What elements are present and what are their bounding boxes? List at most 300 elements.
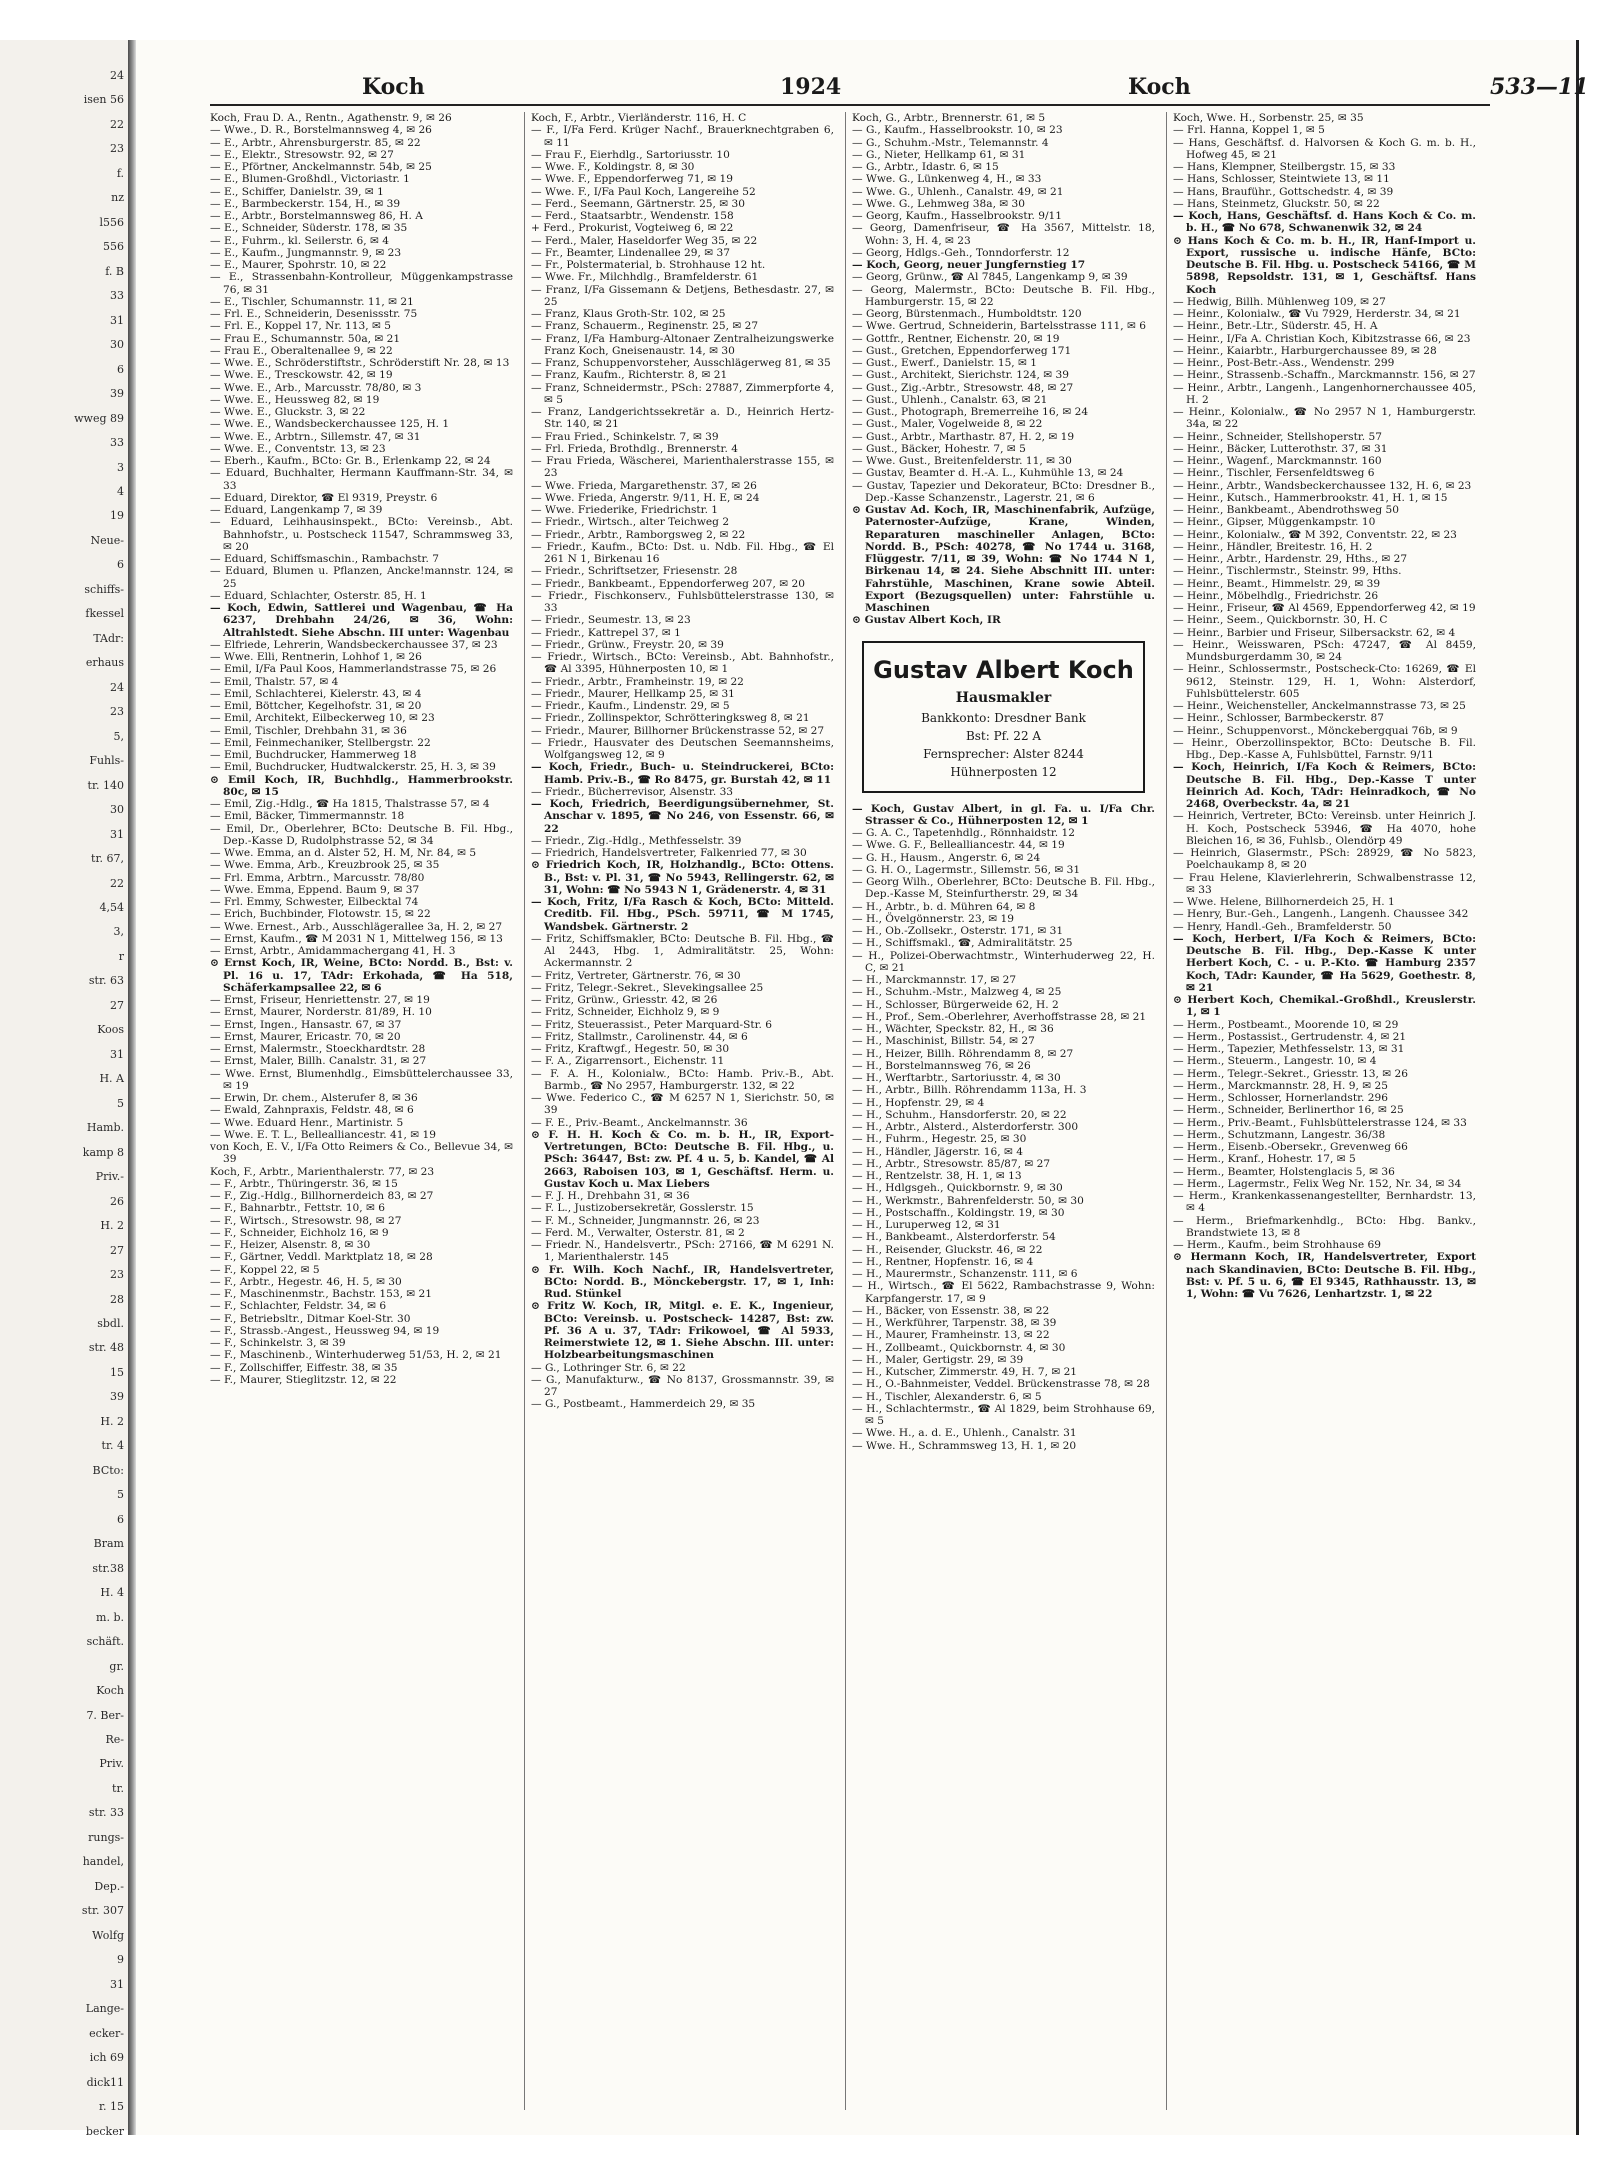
left-page-fragment: 5 (117, 1488, 124, 1501)
directory-entry: — H., Ob.-Zollsekr., Osterstr. 171, ✉ 31 (852, 925, 1064, 937)
directory-entry: — Wwe. E., Tresckowstr. 42, ✉ 19 (210, 369, 393, 382)
left-page-fragment: 23 (110, 142, 124, 155)
directory-entry: — Emil, Architekt, Eilbeckerweg 10, ✉ 23 (210, 712, 435, 725)
directory-entry: — F., Heizer, Alsenstr. 8, ✉ 30 (210, 1239, 371, 1251)
directory-entry: — Wwe. H., a. d. E., Uhlenh., Canalstr. 31 (852, 1427, 1077, 1440)
directory-entry: — H., Marckmannstr. 17, ✉ 27 (852, 974, 1017, 986)
directory-entry: — H., Borstelmannsweg 76, ✉ 26 (852, 1059, 1031, 1072)
ad-role: Hausmakler (955, 689, 1052, 706)
directory-entry: — Wwe. Ernst, Blumenhdlg., Eimsbüttelerchaussee 33, ✉ 19 (210, 1067, 513, 1092)
directory-entry: — F., Schinkelstr. 3, ✉ 39 (210, 1337, 346, 1349)
directory-entry: — F., Arbtr., Thüringerstr. 36, ✉ 15 (210, 1177, 398, 1190)
directory-entry: — Ferd. M., Verwalter, Osterstr. 81, ✉ 2 (531, 1226, 745, 1239)
directory-entry: — Gust., Photograph, Bremerreihe 16, ✉ 24 (852, 406, 1089, 418)
directory-entry: — H., Maurermstr., Schanzenstr. 111, ✉ 6 (852, 1268, 1078, 1280)
directory-entry: — G., Nieter, Hellkamp 61, ✉ 31 (852, 148, 1026, 161)
directory-entry: — Friedr., Bücherrevisor, Alsenstr. 33 (531, 785, 734, 798)
directory-entry: — Emil, Bäcker, Timmermannstr. 18 (210, 810, 405, 823)
directory-entry: — Wwe. G., Lünkenweg 4, H., ✉ 33 (852, 173, 1042, 186)
directory-entry: — E., Elektr., Stresowstr. 92, ✉ 27 (210, 148, 394, 161)
left-page-fragment: schäft. (86, 1635, 124, 1648)
left-page-fragment: 23 (110, 1268, 124, 1281)
directory-entry: — G., Postbeamt., Hammerdeich 29, ✉ 35 (531, 1398, 756, 1411)
directory-entry: — H., Postschaffn., Koldingstr. 19, ✉ 30 (852, 1206, 1065, 1219)
directory-entry: — H., Tischler, Alexanderstr. 6, ✉ 5 (852, 1390, 1042, 1403)
directory-entry: — H., Polizei-Oberwachtmstr., Winterhuderweg 22, H. C, ✉ 21 (852, 949, 1155, 974)
directory-entry: — Fr., Polstermaterial, b. Strohhause 12 ht. (531, 259, 766, 271)
directory-entry: — Heinr., Wagenf., Marckmannstr. 160 (1173, 455, 1382, 467)
left-page-fragment: Hamb. (86, 1121, 124, 1134)
directory-entry-highlighted: — Koch, Hans, Geschäftsf. d. Hans Koch & Co. m. b. H., ☎ No 678, Schwanenwik 32, ✉ 24 (1173, 210, 1476, 235)
directory-entry: — Frl. Emma, Arbtrn., Marcusstr. 78/80 (210, 871, 425, 884)
directory-entry: — Herm., Postbeamt., Moorende 10, ✉ 29 (1173, 1018, 1399, 1031)
directory-entry: — F., Maschinenmstr., Bachstr. 153, ✉ 21 (210, 1288, 433, 1300)
directory-entry: — Franz, Klaus Groth-Str. 102, ✉ 25 (531, 308, 726, 320)
directory-entry: — Frl. Hanna, Koppel 1, ✉ 5 (1173, 124, 1325, 137)
directory-entry: — Frau E., Oberaltenallee 9, ✉ 22 (210, 344, 393, 357)
left-page-fragment: BCto: (92, 1464, 124, 1477)
left-page-fragment: 6 (117, 1513, 124, 1526)
directory-entry-highlighted: ⊙ F. H. H. Koch & Co. m. b. H., IR, Export-Vertretungen, BCto: Deutsche B. Fil. Hbg., u. PSch: 36447, Bst: zw. Pf. 4 u. 5, b. Kandel, ☎ Al 2663, Raboisen 103, ✉ 1, Geschäftsf. Herm. u. Gustav Koch u. Max Liebers (531, 1128, 834, 1190)
directory-entry-highlighted: — Koch, Fritz, I/Fa Rasch & Koch, BCto: Mitteld. Creditb. Fil. Hbg., PSch. 59711, ☎ M 1745, Wandsbek. Gärtnerstr. 2 (531, 896, 834, 933)
directory-entry: — H., Werkmstr., Bahrenfelderstr. 50, ✉ 30 (852, 1194, 1084, 1207)
directory-entry: — H., Bankbeamt., Alsterdorferstr. 54 (852, 1231, 1056, 1244)
directory-entry: — Fritz, Schiffsmakler, BCto: Deutsche B. Fil. Hbg., ☎ Al 2443, Hbg. 1, Admiralitätstr. 25, Wohn: Ackermannstr. 2 (531, 932, 834, 970)
directory-entry: — E., Tischler, Schumannstr. 11, ✉ 21 (210, 295, 414, 308)
directory-entry: — Fr., Beamter, Lindenallee 29, ✉ 37 (531, 246, 730, 259)
directory-entry: — F., Zig.-Hdlg., Billhornerdeich 83, ✉ 27 (210, 1190, 434, 1202)
directory-entry: — E., Schiffer, Danielstr. 39, ✉ 1 (210, 185, 384, 198)
directory-entry: — Friedr., Wirtsch., BCto: Vereinsb., Abt. Bahnhofstr., ☎ Al 3395, Hühnerposten 10, ✉ 1 (531, 651, 834, 676)
directory-entry: — Herm., Schutzmann, Langestr. 36/38 (1173, 1128, 1386, 1141)
directory-entry: — Georg, Hdlgs.-Geh., Tonndorferstr. 12 (852, 246, 1070, 259)
column-divider (524, 112, 525, 2110)
directory-entry: — Ernst, Kaufm., ☎ M 2031 N 1, Mittelweg 156, ✉ 13 (210, 932, 503, 945)
directory-entry: — Heinr., Post-Betr.-Ass., Wendenstr. 299 (1173, 357, 1395, 369)
directory-entry: — Heinr., Bankbeamt., Abendrothsweg 50 (1173, 504, 1400, 516)
directory-entry: — Eduard, Buchhalter, Hermann Kauffmann-Str. 34, ✉ 33 (210, 467, 513, 492)
left-page-fragment: 31 (110, 1978, 124, 1991)
left-page-fragment: 3, (113, 925, 124, 938)
directory-entry: — Friedr., Maurer, Billhorner Brückenstrasse 52, ✉ 27 (531, 724, 825, 737)
left-page-fragment: Fuhls- (89, 754, 124, 767)
directory-entry: — Franz, Landgerichtssekretär a. D., Heinrich Hertz-Str. 140, ✉ 21 (531, 406, 834, 431)
directory-entry: — Heinr., Arbtr., Hardenstr. 29, Hths., ✉ 27 (1173, 553, 1408, 565)
directory-entry-highlighted: ⊙ Friedrich Koch, IR, Holzhandlg., BCto: Ottens. B., Bst: v. Pl. 31, ☎ No 5943, Rellingerstr. 62, ✉ 31, Wohn: ☎ No 5943 N 1, Grädenerstr. 4, ✉ 31 (531, 859, 834, 896)
directory-entry: Koch, F., Arbtr., Marienthalerstr. 77, ✉ 23 (210, 1165, 435, 1178)
directory-entry: — Heinr., Betr.-Ltr., Süderstr. 45, H. A (1173, 320, 1378, 333)
directory-entry: — Friedr., Zollinspektor, Schrötteringksweg 8, ✉ 21 (531, 712, 810, 725)
directory-entry: — Ewald, Zahnpraxis, Feldstr. 48, ✉ 6 (210, 1104, 414, 1117)
directory-entry: — Wwe. E., Conventstr. 13, ✉ 23 (210, 442, 386, 455)
directory-entry: — Herm., Beamter, Holstenglacis 5, ✉ 36 (1173, 1165, 1395, 1178)
directory-entry: — Heinr., I/Fa A. Christian Koch, Kibitzstrasse 66, ✉ 23 (1173, 332, 1471, 345)
directory-entry: — G. A. C., Tapetenhdlg., Rönnhaidstr. 12 (852, 827, 1075, 839)
directory-entry: — Heinr., Gipser, Müggenkampstr. 10 (1173, 516, 1376, 529)
column-1 (210, 112, 513, 2110)
directory-entry: — Herm., Kaufm., beim Strohhause 69 (1173, 1239, 1381, 1251)
directory-entry: — Friedr., Arbtr., Ramborgsweg 2, ✉ 22 (531, 528, 746, 541)
directory-entry: — Heinr., Arbtr., Langenh., Langenhornerchaussee 405, H. 2 (1173, 381, 1476, 406)
directory-entry: — Wwe. E., Arb., Marcusstr. 78/80, ✉ 3 (210, 381, 422, 394)
left-page-fragment: 27 (110, 999, 124, 1012)
directory-entry: — Heinr., Schlossermstr., Postscheck-Cto: 16269, ☎ El 9612, Steinstr. 129, H. 1, Wohn: Alsterdorf, Fuhlsbüttelerstr. 605 (1173, 663, 1476, 700)
directory-entry: — H., Werftarbtr., Sartoriusstr. 4, ✉ 30 (852, 1072, 1061, 1084)
directory-entry: — Wwe. Federico C., ☎ M 6257 N 1, Sierichstr. 50, ✉ 39 (531, 1092, 834, 1117)
directory-entry: — Wwe. Frieda, Margarethenstr. 37, ✉ 26 (531, 479, 757, 492)
left-page-fragment: str. 63 (88, 974, 124, 987)
left-page-fragment: tr. 67, (91, 852, 124, 865)
left-page-fragment: f. (116, 167, 124, 180)
directory-entry: — Friedr., Hausvater des Deutschen Seemannsheims, Wolfgangsweg 12, ✉ 9 (531, 736, 834, 761)
directory-entry-highlighted: — Koch, Heinrich, I/Fa Koch & Reimers, BCto: Deutsche B. Fil. Hbg., Dep.-Kasse T unter Heinrich Ad. Koch, TAdr: Heinradkoch, ☎ No 2468, Overbeckstr. 4a, ✉ 21 (1173, 761, 1476, 810)
directory-entry: — Gust., Uhlenh., Canalstr. 63, ✉ 21 (852, 393, 1048, 406)
left-page-fragment: Re- (105, 1733, 124, 1746)
directory-entry: — Heinrich, Glasermstr., PSch: 28929, ☎ No 5823, Poelchaukamp 8, ✉ 20 (1173, 847, 1476, 872)
ad-phone: Fernsprecher: Alster 8244 (923, 746, 1084, 761)
directory-entry: — H., Schuhm., Hansdorferstr. 20, ✉ 22 (852, 1108, 1067, 1121)
left-page-fragment: 22 (110, 877, 124, 890)
directory-entry: — Wwe. F., I/Fa Paul Koch, Langereihe 52 (531, 185, 756, 198)
directory-entry: — G., Schuhm.-Mstr., Telemannstr. 4 (852, 136, 1049, 149)
directory-entry: — Heinr., Schlosser, Barmbeckerstr. 87 (1173, 712, 1384, 725)
left-page-fragment: Wolfg (92, 1929, 124, 1942)
left-page-fragment: Lange- (85, 2002, 124, 2015)
left-page-fragment: Dep.- (94, 1880, 124, 1893)
advertisement-box (862, 641, 1145, 793)
directory-entry: — Franz, I/Fa Hamburg-Altonaer Zentralheizungswerke Franz Koch, Gneisenaustr. 14, ✉ 30 (531, 332, 834, 357)
directory-entry: — Wwe. Fr., Milchhdlg., Bramfelderstr. 61 (531, 271, 759, 284)
directory-entry: — Friedr., Kattrepel 37, ✉ 1 (531, 626, 681, 639)
left-page-fragment: 4 (117, 485, 124, 498)
directory-entry: — Gust., Zig.-Arbtr., Stresowstr. 48, ✉ 27 (852, 381, 1074, 394)
left-page-fragment: Priv.- (95, 1170, 124, 1183)
directory-entry: — Heinr., Möbelhdlg., Friedrichstr. 26 (1173, 589, 1379, 602)
directory-entry: — Friedr., Wirtsch., alter Teichweg 2 (531, 516, 730, 529)
column-3 (852, 112, 1155, 2110)
directory-entry: Koch, Wwe. H., Sorbenstr. 25, ✉ 35 (1173, 112, 1364, 124)
directory-entry: — F., Schlachter, Feldstr. 34, ✉ 6 (210, 1300, 387, 1313)
directory-entry: — Herm., Lagermstr., Felix Weg Nr. 152, Nr. 34, ✉ 34 (1173, 1177, 1462, 1190)
directory-entry: — H., Övelgönnerstr. 23, ✉ 19 (852, 912, 1015, 925)
directory-entry: — Wwe. H., Schrammsweg 13, H. 1, ✉ 20 (852, 1439, 1077, 1452)
directory-entry: — Wwe. E., Schröderstiftstr., Schröderstift Nr. 28, ✉ 13 (210, 357, 510, 369)
directory-entry: — Fritz, Schneider, Eichholz 9, ✉ 9 (531, 1006, 720, 1019)
directory-entry-highlighted: — Koch, Georg, neuer Jungfernstieg 17 (852, 259, 1086, 271)
directory-entry: — H., Schuhm.-Mstr., Malzweg 4, ✉ 25 (852, 986, 1062, 999)
directory-entry: — Herm., Eisenb.-Obersekr., Grevenweg 66 (1173, 1141, 1408, 1153)
directory-entry: — Gustav, Beamter d. H.-A. L., Kuhmühle 13, ✉ 24 (852, 467, 1124, 480)
column-divider (845, 112, 846, 2110)
directory-entry: — Herm., Marckmannstr. 28, H. 9, ✉ 25 (1173, 1079, 1388, 1092)
directory-entry: — Gust., Arbtr., Marthastr. 87, H. 2, ✉ 19 (852, 430, 1075, 443)
directory-entry: — Georg, Malermstr., BCto: Deutsche B. Fil. Hbg., Hamburgerstr. 15, ✉ 22 (852, 283, 1155, 308)
directory-entry: — Eduard, Schlachter, Osterstr. 85, H. 1 (210, 589, 427, 602)
directory-entry: — Ernst, Maurer, Ericastr. 70, ✉ 20 (210, 1030, 401, 1043)
directory-entry: — Heinr., Weisswaren, PSch: 47247, ☎ Al 8459, Mundsburgerdamm 30, ✉ 24 (1173, 638, 1476, 663)
directory-entry: — Herm., Steuerm., Langestr. 10, ✉ 4 (1173, 1055, 1377, 1068)
directory-entry: — F. A. H., Kolonialw., BCto: Hamb. Priv.-B., Abt. Barmb., ☎ No 2957, Hamburgerstr. 132, ✉ 22 (531, 1067, 834, 1092)
directory-entry: — H., Schiffsmakl., ☎, Admiralitätstr. 25 (852, 937, 1073, 950)
left-page-fragment: rungs- (88, 1831, 124, 1844)
left-page-fragment: 31 (110, 1048, 124, 1061)
directory-entry: — Heinr., Oberzollinspektor, BCto: Deutsche B. Fil. Hbg., Dep.-Kasse A, Fuhlsbüttel, Farnstr. 9/11 (1173, 736, 1476, 761)
left-page-fragment: erhaus (85, 656, 124, 669)
left-page-fragment: 6 (117, 363, 124, 376)
directory-entry: — Wwe. E., Gluckstr. 3, ✉ 22 (210, 406, 366, 418)
directory-entry: — E., Blumen-Großhdl., Victoriastr. 1 (210, 173, 410, 186)
directory-entry: — Eduard, Direktor, ☎ El 9319, Preystr. 6 (210, 491, 438, 504)
directory-entry: — Heinr., Kutsch., Hammerbrookstr. 41, H. 1, ✉ 15 (1173, 491, 1448, 504)
left-page-fragment: H. 2 (100, 1415, 124, 1428)
directory-entry: — H., Händler, Jägerstr. 16, ✉ 4 (852, 1145, 1023, 1158)
left-page-fragment: 24 (110, 681, 124, 694)
directory-entry: — Friedr., Kaufm., Lindenstr. 29, ✉ 5 (531, 700, 730, 712)
directory-entry: — Frau F., Eierhdlg., Sartoriusstr. 10 (531, 148, 730, 161)
directory-entry: — Georg, Grünw., ☎ Al 7845, Langenkamp 9, ✉ 39 (852, 271, 1128, 284)
left-page-fragment: 39 (110, 1390, 124, 1403)
left-page-fragment: wweg 89 (74, 412, 124, 425)
directory-entry: + Ferd., Prokurist, Vogteiweg 6, ✉ 22 (531, 222, 734, 235)
left-page-fragment: Neue- (90, 534, 124, 547)
directory-entry: — Wwe. Gertrud, Schneiderin, Bartelsstrasse 111, ✉ 6 (852, 320, 1146, 333)
directory-entry: — Hans, Klempner, Steilbergstr. 15, ✉ 33 (1173, 161, 1396, 173)
directory-entry: — Frau Frieda, Wäscherei, Marienthalerstrasse 155, ✉ 23 (531, 455, 834, 480)
left-page-fragment: 22 (110, 118, 124, 131)
directory-entry: — Ferd., Staatsarbtr., Wendenstr. 158 (531, 210, 734, 222)
directory-entry: — H., Wächter, Speckstr. 82, H., ✉ 36 (852, 1023, 1054, 1035)
directory-entry: — Erich, Buchbinder, Flotowstr. 15, ✉ 22 (210, 908, 431, 921)
left-page-fragment: str. 33 (88, 1806, 124, 1819)
column-4 (1173, 112, 1476, 2110)
directory-entry: — Heinr., Tischler, Fersenfeldtsweg 6 (1173, 467, 1375, 480)
directory-entry: — Franz, Kaufm., Richterstr. 8, ✉ 21 (531, 369, 728, 382)
directory-entry: — Wwe. Helene, Billhornerdeich 25, H. 1 (1173, 896, 1395, 908)
directory-entry: — Heinr., Händler, Breitestr. 16, H. 2 (1173, 540, 1373, 553)
directory-entry: — H., Wirtsch., ☎ El 5622, Rambachstrasse 9, Wohn: Karpfangerstr. 17, ✉ 9 (852, 1280, 1155, 1305)
ad-bank: Bankkonto: Dresdner Bank (921, 710, 1086, 725)
left-page-fragment: m. b. (96, 1611, 124, 1624)
directory-entry: — Ernst, Maurer, Norderstr. 81/89, H. 10 (210, 1006, 432, 1019)
directory-entry: — H., Prof., Sem.-Oberlehrer, Averhoffstrasse 28, ✉ 21 (852, 1010, 1147, 1023)
left-page-fragment: H. 4 (100, 1586, 124, 1599)
directory-entry-highlighted: ⊙ Herbert Koch, Chemikal.-Großhdl., Kreuslerstr. 1, ✉ 1 (1173, 994, 1476, 1019)
directory-entry: — Frl. Emmy, Schwester, Eilbecktal 74 (210, 896, 419, 908)
directory-entry: — Emil, Böttcher, Kegelhofstr. 31, ✉ 20 (210, 700, 422, 712)
left-page-fragment: 5, (113, 730, 124, 743)
left-page-fragment: 26 (110, 1195, 124, 1208)
directory-entry: — E., Strassenbahn-Kontrolleur, Müggenkampstrasse 76, ✉ 31 (210, 271, 513, 296)
directory-entry: — Franz, Schneidermstr., PSch: 27887, Zimmerpforte 4, ✉ 5 (531, 381, 835, 406)
directory-entry: — Eduard, Leihhausinspekt., BCto: Vereinsb., Abt. Bahnhofstr., u. Postscheck 11547, Schrammsweg 33, ✉ 20 (210, 516, 513, 553)
left-page-fragment: l556 (99, 216, 124, 229)
left-page-fragment: 23 (110, 705, 124, 718)
left-page-fragment: 30 (110, 338, 124, 351)
directory-entry: — Frl. Frieda, Brothdlg., Brennerstr. 4 (531, 442, 738, 455)
left-page-fragment: kamp 8 (82, 1146, 124, 1159)
directory-entry: — Wwe. Emma, an d. Alster 52, H. M, Nr. 84, ✉ 5 (210, 847, 477, 859)
left-page-fragment: 31 (110, 314, 124, 327)
directory-entry: — Heinr., Schneider, Stellshoperstr. 57 (1173, 430, 1382, 443)
directory-entry: — H., Reisender, Gluckstr. 46, ✉ 22 (852, 1243, 1043, 1256)
left-page-fragment: gr. (109, 1660, 124, 1673)
directory-entry: — Heinrich, Vertreter, BCto: Vereinsb. unter Heinrich J. H. Koch, Postscheck 53946, ☎ Ha 4070, hohe Bleichen 16, ✉ 36, Fuhlsb., Olendörp 49 (1173, 810, 1476, 847)
directory-entry: — Franz, Schauerm., Reginenstr. 25, ✉ 27 (531, 320, 759, 333)
directory-entry: — Herm., Telegr.-Sekret., Griesstr. 13, ✉ 26 (1173, 1067, 1409, 1080)
left-page-fragment: r (118, 950, 124, 963)
left-page-fragment: tr. 4 (101, 1439, 124, 1452)
directory-entry: — Emil, Dr., Oberlehrer, BCto: Deutsche B. Fil. Hbg., Dep.-Kasse D, Rudolphstrasse 52, ✉ 34 (210, 822, 513, 847)
left-page-fragment: handel, (82, 1855, 124, 1868)
directory-entry: — Ernst, Malermstr., Stoeckhardtstr. 28 (210, 1043, 426, 1055)
directory-entry-highlighted: — Koch, Friedr., Buch- u. Steindruckerei, BCto: Hamb. Priv.-B., ☎ Ro 8475, gr. Burstah 42, ✉ 11 (531, 761, 834, 786)
directory-entry: — Eberh., Kaufm., BCto: Gr. B., Erlenkamp 22, ✉ 24 (210, 455, 491, 467)
column-divider (1166, 112, 1167, 2110)
directory-entry: — Georg, Kaufm., Hasselbrookstr. 9/11 (852, 210, 1062, 222)
directory-entry: — Wwe. Eduard Henr., Martinistr. 5 (210, 1116, 404, 1129)
directory-entry: — Franz, I/Fa Gissemann & Detjens, Bethesdastr. 27, ✉ 25 (531, 283, 834, 308)
directory-entry: — Wwe. F., Koldingstr. 8, ✉ 30 (531, 161, 695, 173)
directory-entry: — H., Schlachtermstr., ☎ Al 1829, beim Strohhause 69, ✉ 5 (852, 1402, 1155, 1427)
directory-entry: — Friedr., Grünw., Freystr. 20, ✉ 39 (531, 638, 724, 651)
directory-entry: — Wwe. F., Eppendorferweg 71, ✉ 19 (531, 173, 734, 186)
directory-entry: — Wwe. Friederike, Friedrichstr. 1 (531, 504, 719, 516)
directory-entry: — H., O.-Bahnmeister, Veddel. Brückenstrasse 78, ✉ 28 (852, 1378, 1150, 1391)
ad-bst: Bst: Pf. 22 A (965, 728, 1042, 743)
left-page-fragment: Bram (93, 1537, 124, 1550)
directory-entry: — E., Pförtner, Anckelmannstr. 54b, ✉ 25 (210, 161, 432, 173)
directory-entry: — E., Schneider, Süderstr. 178, ✉ 35 (210, 222, 408, 235)
directory-entry: — Erwin, Dr. chem., Alsterufer 8, ✉ 36 (210, 1092, 418, 1104)
left-page-fragment: str. 48 (88, 1341, 124, 1354)
left-page-fragment: dick11 (86, 2076, 124, 2089)
directory-entry: — F., Arbtr., Hegestr. 46, H. 5, ✉ 30 (210, 1275, 402, 1288)
directory-entry: — Eduard, Schiffsmaschin., Rambachstr. 7 (210, 553, 439, 565)
directory-entry: — F., Bahnarbtr., Fettstr. 10, ✉ 6 (210, 1202, 386, 1215)
left-page-fragment: 33 (110, 436, 124, 449)
left-page-fragment: 33 (110, 289, 124, 302)
directory-entry: — E., Arbtr., Ahrensburgerstr. 85, ✉ 22 (210, 136, 421, 149)
directory-entry: — H., Luruperweg 12, ✉ 31 (852, 1219, 1001, 1231)
left-page-fragment: 7. Ber- (86, 1709, 124, 1722)
directory-entry: — Emil, I/Fa Paul Koos, Hammerlandstrasse 75, ✉ 26 (210, 663, 497, 676)
directory-entry: — H., Maurer, Framheinstr. 13, ✉ 22 (852, 1329, 1050, 1342)
directory-entry: — Herm., Krankenkassenangestellter, Bernhardstr. 13, ✉ 4 (1173, 1190, 1476, 1215)
directory-entry: — Herm., Postassist., Gertrudenstr. 4, ✉ 21 (1173, 1030, 1407, 1043)
directory-entry: — Friedr. N., Handelsvertr., PSch: 27166, ☎ M 6291 N. 1, Marienthalerstr. 145 (531, 1239, 834, 1264)
directory-entry: — H., Rentner, Hopfenstr. 16, ✉ 4 (852, 1255, 1034, 1268)
directory-entry: — Gust., Ewerf., Danielstr. 15, ✉ 1 (852, 357, 1038, 369)
ad-address: Hühnerposten 12 (950, 764, 1057, 779)
directory-entry: — Heinr., Weichensteller, Anckelmannstrasse 73, ✉ 25 (1173, 700, 1466, 712)
directory-entry: — Heinr., Kolonialw., ☎ Vu 7929, Herderstr. 34, ✉ 21 (1173, 308, 1461, 320)
directory-entry: — G. H., Hausm., Angerstr. 6, ✉ 24 (852, 851, 1041, 864)
left-page-fragment: 24 (110, 69, 124, 82)
directory-entry-highlighted: ⊙ Fr. Wilh. Koch Nachf., IR, Handelsvertreter, BCto: Nordd. B., Mönckebergstr. 17, ✉ 1, Inh: Rud. Stünkel (531, 1263, 834, 1300)
left-page-fragment: 15 (110, 1366, 124, 1379)
header-name-left: Koch (362, 74, 425, 100)
left-page-fragment: str.38 (92, 1562, 124, 1575)
directory-entry: — Wwe. E., Heussweg 82, ✉ 19 (210, 393, 380, 406)
directory-entry: — F., Strassb.-Angest., Heussweg 94, ✉ 19 (210, 1324, 440, 1337)
directory-entry: — Herm., Briefmarkenhdlg., BCto: Hbg. Bankv., Brandstwiete 13, ✉ 8 (1173, 1214, 1476, 1239)
directory-entry: — H., Hopfenstr. 29, ✉ 4 (852, 1096, 985, 1109)
left-page-fragment: H. 2 (100, 1219, 124, 1232)
directory-entry: — Frl. E., Schneiderin, Desenissstr. 75 (210, 308, 418, 320)
directory-entry: — F. L., Justizobersekretär, Gosslerstr. 15 (531, 1202, 754, 1215)
directory-entry: — Elfriede, Lehrerin, Wandsbeckerchaussee 37, ✉ 23 (210, 638, 498, 651)
directory-entry: — Heinr., Tischlermstr., Steinstr. 99, Hths. (1173, 565, 1402, 578)
directory-entry: — Herm., Tapezier, Methfesselstr. 13, ✉ 31 (1173, 1043, 1405, 1055)
directory-entry: — Gottfr., Rentner, Eichenstr. 20, ✉ 19 (852, 332, 1060, 345)
directory-entry: — H., Maler, Gertigstr. 29, ✉ 39 (852, 1353, 1024, 1366)
directory-entry: — Henry, Handl.-Geh., Bramfelderstr. 50 (1173, 920, 1392, 933)
ad-name: Gustav Albert Koch (873, 655, 1134, 684)
left-page-fragment: TAdr: (93, 632, 124, 645)
directory-entry: — Heinr., Seem., Quickbornstr. 30, H. C (1173, 614, 1388, 627)
left-page-fragment: 3 (117, 461, 124, 474)
directory-entry: — Heinr., Barbier und Friseur, Silbersackstr. 62, ✉ 4 (1173, 626, 1456, 639)
directory-entry: — Eduard, Langenkamp 7, ✉ 39 (210, 504, 383, 516)
directory-entry: — Heinr., Kolonialw., ☎ No 2957 N 1, Hamburgerstr. 34a, ✉ 22 (1173, 406, 1476, 431)
directory-entry: — Wwe. Ernest., Arb., Ausschlägerallee 3a, H. 2, ✉ 27 (210, 920, 503, 933)
directory-entry: — Friedr., Bankbeamt., Eppendorferweg 207, ✉ 20 (531, 577, 805, 590)
directory-entry: — Fritz, Kraftwgf., Hegestr. 50, ✉ 30 (531, 1043, 730, 1055)
directory-entry: — Herm., Kranf., Hohestr. 17, ✉ 5 (1173, 1153, 1356, 1166)
left-page-fragment: 6 (117, 558, 124, 571)
directory-entry: — Heinr., Friseur, ☎ Al 4569, Eppendorferweg 42, ✉ 19 (1173, 602, 1476, 614)
directory-entry: — Wwe. E., Arbtrn., Sillemstr. 47, ✉ 31 (210, 430, 421, 443)
directory-entry: — H., Bäcker, von Essenstr. 38, ✉ 22 (852, 1304, 1050, 1317)
directory-entry: — Ernst, Ingen., Hansastr. 67, ✉ 37 (210, 1018, 402, 1031)
directory-entry: — Hedwig, Billh. Mühlenweg 109, ✉ 27 (1173, 295, 1386, 308)
directory-entry: — Gust., Gretchen, Eppendorferweg 171 (852, 344, 1072, 357)
directory-entry: — Frau E., Schumannstr. 50a, ✉ 21 (210, 332, 401, 345)
directory-entry: — Ferd., Maler, Haseldorfer Weg 35, ✉ 22 (531, 234, 758, 247)
directory-entry: — Heinr., Strassenb.-Schaffn., Marckmannstr. 156, ✉ 27 (1173, 369, 1476, 382)
directory-entry-highlighted: ⊙ Hermann Koch, IR, Handelsvertreter, Export nach Skandinavien, BCto: Deutsche B. Fil. Hbg., Bst: v. Pf. 5 u. 6, ☎ El 9345, Rathhausstr. 13, ✉ 1, Wohn: ☎ Vu 7626, Lenhartzstr. 1, ✉ 22 (1173, 1251, 1476, 1300)
directory-entry: — Fritz, Telegr.-Sekret., Slevekingsallee 25 (531, 981, 764, 994)
directory-entry: — Gustav, Tapezier und Dekorateur, BCto: Dresdner B., Dep.-Kasse Schanzenstr., Lagerstr. 21, ✉ 6 (852, 479, 1155, 504)
left-page-fragment: ecker- (89, 2027, 124, 2040)
directory-entry: — Emil, Tischler, Drehbahn 31, ✉ 36 (210, 724, 407, 737)
directory-entry: — F. E., Priv.-Beamt., Anckelmannstr. 36 (531, 1116, 748, 1129)
left-page-fragment: H. A (99, 1072, 124, 1085)
directory-entry: — Frl. E., Koppel 17, Nr. 113, ✉ 5 (210, 320, 391, 333)
left-page-fragment: nz (111, 191, 124, 204)
directory-entry: — F. M., Schneider, Jungmannstr. 26, ✉ 23 (531, 1214, 760, 1227)
directory-entry: Koch, F., Arbtr., Vierländerstr. 116, H. C (531, 112, 747, 124)
left-page-fragment: 39 (110, 387, 124, 400)
directory-entry: — Wwe. G., Lehmweg 38a, ✉ 30 (852, 197, 1026, 210)
directory-entry: — F., Zollschiffer, Eiffestr. 38, ✉ 35 (210, 1361, 398, 1374)
directory-entry: — G., Manufakturw., ☎ No 8137, Grossmannstr. 39, ✉ 27 (531, 1373, 834, 1398)
left-page-fragment: f. B (105, 265, 124, 278)
directory-entry: — Friedr., Zig.-Hdlg., Methfesselstr. 39 (531, 834, 742, 847)
directory-entry: — F., Betriebsltr., Ditmar Koel-Str. 30 (210, 1312, 411, 1325)
left-page-fragment: r. 15 (98, 2100, 124, 2113)
directory-entry: — Hans, Steinmetz, Gluckstr. 50, ✉ 22 (1173, 197, 1380, 210)
directory-entry-highlighted: — Koch, Friedrich, Beerdigungsübernehmer, St. Anschar v. 1895, ☎ No 246, von Essenstr. 66, ✉ 22 (531, 798, 834, 835)
directory-entry: — E., Maurer, Spohrstr. 10, ✉ 22 (210, 259, 387, 271)
left-page-fragment: 4,54 (99, 901, 124, 914)
directory-entry-highlighted: — Koch, Herbert, I/Fa Koch & Reimers, BCto: Deutsche B. Fil. Hbg., Dep.-Kasse K unter Herbert Koch, C. - u. P.-Kto. ☎ Hamburg 2357 Koch, TAdr: Kaunder, ☎ Ha 5629, Goethestr. 8, ✉ 21 (1173, 932, 1476, 994)
directory-entry-highlighted: ⊙ Gustav Albert Koch, IR (852, 614, 1001, 627)
left-page-fragment: fkessel (85, 607, 124, 620)
directory-entry: — Heinr., Arbtr., Wandsbeckerchaussee 132, H. 6, ✉ 23 (1173, 479, 1472, 492)
directory-entry: — Hans, Schlosser, Steintwiete 13, ✉ 11 (1173, 173, 1390, 186)
directory-entry: — Fritz, Vertreter, Gärtnerstr. 76, ✉ 30 (531, 969, 741, 982)
